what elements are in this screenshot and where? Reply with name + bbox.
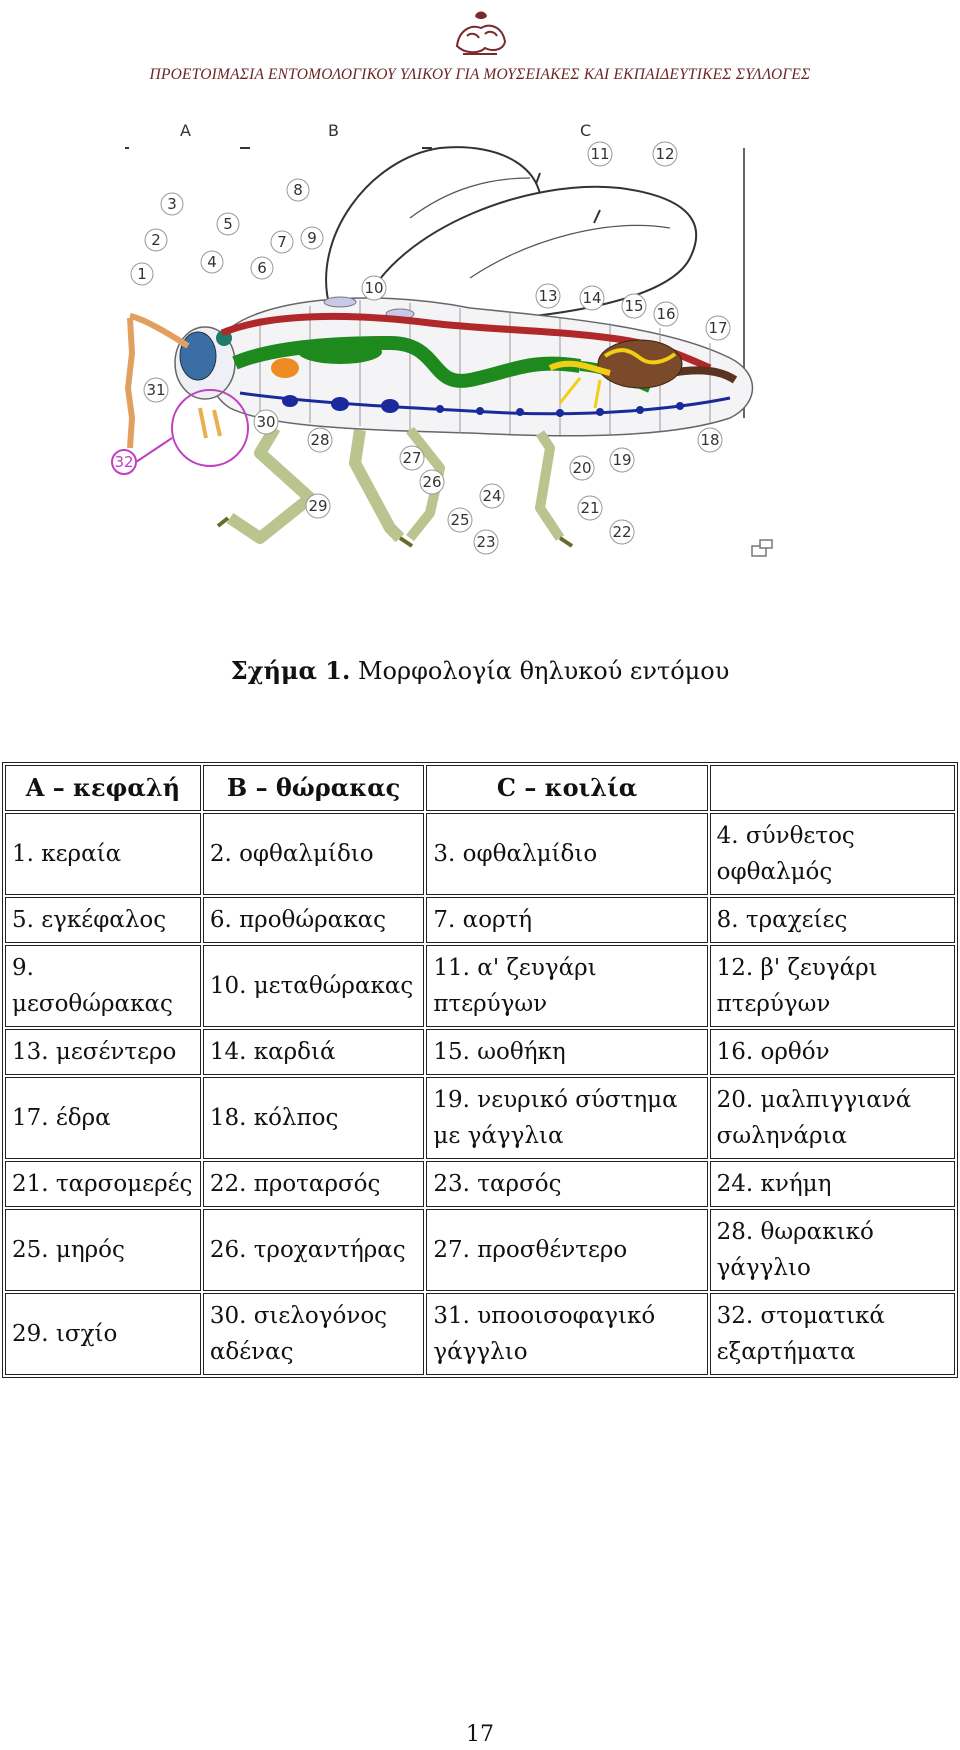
callout-12: [653, 142, 677, 166]
callout-3: [161, 193, 183, 215]
svg-text:18: 18: [700, 431, 720, 449]
callout-25: [448, 508, 472, 532]
svg-text:23: 23: [476, 533, 496, 551]
legend-cell: 6. προθώρακας: [203, 897, 425, 943]
legend-row: [5, 1077, 955, 1159]
callout-9: [301, 227, 323, 249]
callout-6: [251, 257, 273, 279]
legend-cell: 21. ταρσομερές: [5, 1161, 201, 1207]
page-number: 17: [466, 1722, 494, 1747]
legend-cell: 14. καρδιά: [203, 1029, 425, 1075]
legend-cell: 30. σιελογόνος αδένας: [203, 1293, 425, 1375]
legend-cell: 23. ταρσός: [426, 1161, 707, 1207]
svg-text:8: 8: [293, 181, 303, 199]
anatomy-legend-table: [2, 762, 958, 1378]
callout-5: [217, 213, 239, 235]
legend-cell: 29. ισχίο: [5, 1293, 201, 1375]
legend-cell: 13. μεσέντερο: [5, 1029, 201, 1075]
callout-14: [580, 286, 604, 310]
legend-cell: 2. οφθαλμίδιο: [203, 813, 425, 895]
callout-7: [271, 231, 293, 253]
callout-24: [480, 484, 504, 508]
legend-cell: 27. προσθέντερο: [426, 1209, 707, 1291]
figure-caption-text: Μορφολογία θηλυκού εντόμου: [350, 657, 730, 685]
legend-row: [5, 1209, 955, 1291]
legend-cell: 31. υποοισοφαγικό γάγγλιο: [426, 1293, 707, 1375]
svg-text:21: 21: [580, 499, 600, 517]
svg-text:28: 28: [310, 431, 330, 449]
legend-cell: 32. στοματικά εξαρτήματα: [710, 1293, 955, 1375]
legend-cell: 7. αορτή: [426, 897, 707, 943]
legend-cell: 1. κεραία: [5, 813, 201, 895]
svg-text:26: 26: [422, 473, 442, 491]
legend-header-empty: [710, 765, 955, 811]
legend-cell: 10. μεταθώρακας: [203, 945, 425, 1027]
svg-text:4: 4: [207, 253, 217, 271]
legend-row: [5, 813, 955, 895]
svg-text:9: 9: [307, 229, 317, 247]
svg-text:12: 12: [655, 145, 675, 163]
callout-23: [474, 530, 498, 554]
legs: [218, 428, 572, 546]
running-header: ΠΡΟΕΤΟΙΜΑΣΙΑ ΕΝΤΟΜΟΛΟΓΙΚΟΥ ΥΛΙΚΟΥ ΓΙΑ ΜΟΥΣΕΙΑΚΕΣ ΚΑΙ ΕΚΠΑΙΔΕΥΤΙΚΕΣ ΣΥΛΛΟΓΕΣ: [149, 66, 811, 83]
callout-27: [400, 446, 424, 470]
callout-17: [706, 316, 730, 340]
legend-cell: 12. β' ζευγάρι πτερύγων: [710, 945, 955, 1027]
mouthparts-highlight: [172, 390, 248, 466]
publisher-logo: [445, 6, 515, 62]
legend-cell: 19. νευρικό σύστημα με γάγγλια: [426, 1077, 707, 1159]
svg-text:13: 13: [538, 287, 558, 305]
callout-11: [588, 142, 612, 166]
svg-text:1: 1: [137, 265, 147, 283]
svg-text:3: 3: [167, 195, 177, 213]
legend-row: [5, 1293, 955, 1375]
legend-cell: 17. έδρα: [5, 1077, 201, 1159]
callout-18: [698, 428, 722, 452]
svg-text:2: 2: [151, 231, 161, 249]
enlarge-icon: [752, 540, 772, 556]
svg-text:7: 7: [277, 233, 287, 251]
callout-28: [308, 428, 332, 452]
callout-31: [144, 378, 168, 402]
svg-text:15: 15: [624, 297, 644, 315]
legend-row: [5, 945, 955, 1027]
insect-anatomy-figure: [110, 118, 870, 628]
svg-text:11: 11: [590, 145, 610, 163]
callout-10: [362, 276, 386, 300]
svg-text:22: 22: [612, 523, 632, 541]
legend-cell: 20. μαλπιγγιανά σωληνάρια: [710, 1077, 955, 1159]
legend-cell: 28. θωρακικό γάγγλιο: [710, 1209, 955, 1291]
svg-text:32: 32: [114, 453, 134, 471]
callout-32: [112, 438, 172, 474]
svg-text:17: 17: [708, 319, 728, 337]
figure-caption-label: Σχήμα 1.: [230, 656, 351, 685]
callout-19: [610, 448, 634, 472]
legend-cell: 22. προταρσός: [203, 1161, 425, 1207]
svg-text:6: 6: [257, 259, 267, 277]
svg-text:14: 14: [582, 289, 602, 307]
svg-text:27: 27: [402, 449, 422, 467]
svg-text:25: 25: [450, 511, 470, 529]
figure-caption: [0, 656, 960, 685]
svg-text:24: 24: [482, 487, 502, 505]
legend-cell: 26. τροχαντήρας: [203, 1209, 425, 1291]
callout-4: [201, 251, 223, 273]
region-label-c: C: [580, 121, 592, 140]
legend-cell: 24. κνήμη: [710, 1161, 955, 1207]
legend-cell: 11. α' ζευγάρι πτερύγων: [426, 945, 707, 1027]
callout-30: [254, 410, 278, 434]
callout-13: [536, 284, 560, 308]
legend-header-row: [5, 765, 955, 811]
callout-2: [145, 229, 167, 251]
svg-text:19: 19: [612, 451, 632, 469]
svg-text:5: 5: [223, 215, 233, 233]
legend-header-head: A – κεφαλή: [5, 765, 201, 811]
legend-cell: 3. οφθαλμίδιο: [426, 813, 707, 895]
svg-text:16: 16: [656, 305, 676, 323]
svg-text:30: 30: [256, 413, 276, 431]
callout-29: [306, 494, 330, 518]
legend-cell: 18. κόλπος: [203, 1077, 425, 1159]
legend-row: [5, 1029, 955, 1075]
region-label-a: A: [180, 121, 191, 140]
callout-8: [287, 179, 309, 201]
legend-cell: 16. ορθόν: [710, 1029, 955, 1075]
legend-header-thorax: B – θώρακας: [203, 765, 425, 811]
callout-21: [578, 496, 602, 520]
svg-text:10: 10: [364, 279, 384, 297]
callout-22: [610, 520, 634, 544]
callout-16: [654, 302, 678, 326]
svg-text:20: 20: [572, 459, 592, 477]
legend-cell: 25. μηρός: [5, 1209, 201, 1291]
callout-20: [570, 456, 594, 480]
callout-1: [131, 263, 153, 285]
legend-row: [5, 897, 955, 943]
svg-text:31: 31: [146, 381, 166, 399]
region-label-b: B: [328, 121, 339, 140]
callout-26: [420, 470, 444, 494]
svg-text:29: 29: [308, 497, 328, 515]
legend-cell: 5. εγκέφαλος: [5, 897, 201, 943]
legend-header-abdomen: C – κοιλία: [426, 765, 707, 811]
legend-cell: 8. τραχείες: [710, 897, 955, 943]
legend-cell: 4. σύνθετος οφθαλμός: [710, 813, 955, 895]
legend-cell: 15. ωοθήκη: [426, 1029, 707, 1075]
legend-cell: 9. μεσοθώρακας: [5, 945, 201, 1027]
legend-row: [5, 1161, 955, 1207]
callout-15: [622, 294, 646, 318]
